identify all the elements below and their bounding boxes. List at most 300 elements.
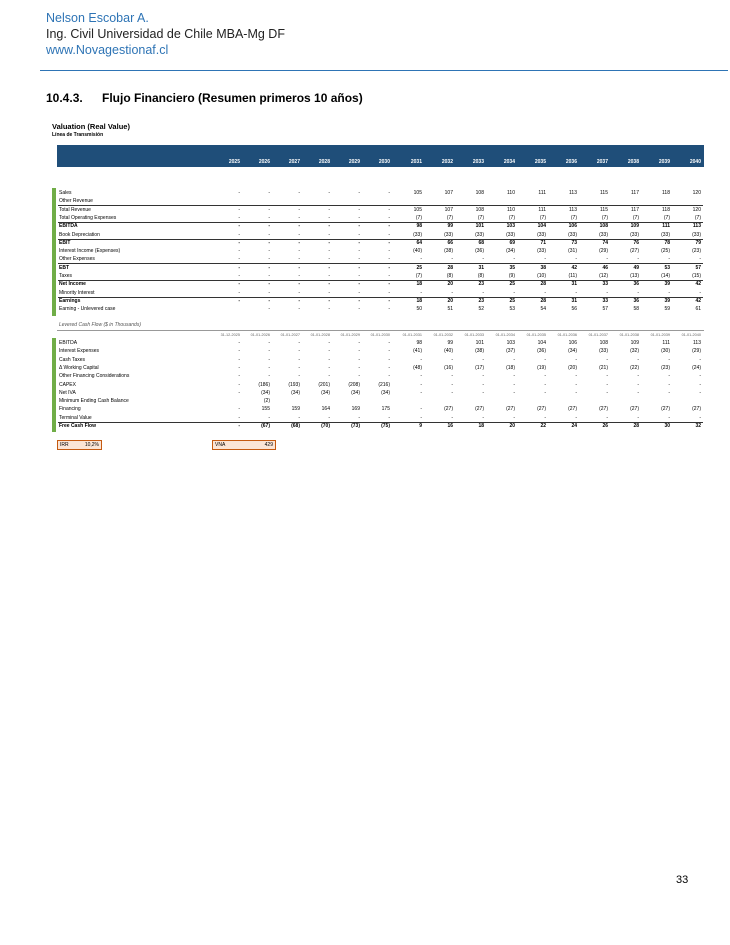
table-cell: - [637, 289, 639, 296]
table-cell: (25) [661, 248, 670, 255]
date-header-cell: 01-01-2033 [464, 333, 484, 337]
date-header-cell: 01-01-2028 [310, 333, 330, 337]
table-cell: - [238, 264, 240, 271]
table-cell: - [328, 414, 330, 421]
table-cell: - [451, 356, 453, 363]
table-cell: 49 [633, 264, 639, 271]
table-cell: 118 [662, 206, 670, 213]
table-cell: - [420, 381, 422, 388]
table-cell: 46 [602, 264, 608, 271]
row-label: Total Revenue [59, 206, 91, 213]
table-cell: (21) [599, 364, 608, 371]
table-cell: - [358, 356, 360, 363]
table-cell: 110 [507, 190, 515, 196]
table-cell: - [699, 373, 701, 380]
table-cell: - [238, 414, 240, 421]
table-row [58, 239, 703, 247]
table-cell: - [544, 381, 546, 388]
table-cell: - [328, 364, 330, 371]
table-cell: - [298, 206, 300, 213]
table-cell: - [513, 256, 515, 263]
row-label: Taxes [59, 273, 73, 279]
table-cell: 42 [695, 297, 701, 304]
table-cell: - [544, 256, 546, 263]
table-cell: - [358, 214, 360, 221]
table-cell: 71 [540, 239, 546, 246]
table-cell: - [298, 256, 300, 263]
table-cell: 76 [633, 239, 639, 246]
table-cell: - [482, 289, 484, 296]
table-cell: - [668, 356, 670, 363]
table-cell: - [451, 414, 453, 421]
table-cell: - [606, 289, 608, 296]
table-cell: 98 [416, 223, 422, 230]
table-cell: - [358, 248, 360, 255]
table-cell: 106 [568, 340, 577, 346]
year-header-cell: 2031 [410, 159, 422, 165]
table-cell: 78 [664, 239, 670, 246]
table-cell: (36) [537, 348, 546, 355]
table-cell: - [238, 190, 240, 196]
table-cell: 39 [664, 297, 670, 304]
table-cell: (10) [537, 273, 546, 279]
table-cell: - [575, 356, 577, 363]
table-cell: - [482, 381, 484, 388]
table-cell: 113 [569, 206, 577, 213]
table-cell: - [328, 256, 330, 263]
table-cell: 73 [571, 239, 577, 246]
table-cell: - [699, 256, 701, 263]
author-website[interactable]: www.Novagestionaf.cl [46, 43, 169, 57]
table-cell: - [606, 414, 608, 421]
table-cell: - [298, 348, 300, 355]
table-cell: - [482, 373, 484, 380]
table-cell: - [482, 389, 484, 396]
table-cell: 42 [695, 281, 701, 288]
table-cell: - [268, 281, 270, 288]
table-cell: - [699, 356, 701, 363]
table-cell: - [575, 389, 577, 396]
table-cell: - [699, 289, 701, 296]
row-label: Other Revenue [59, 198, 93, 205]
table-cell: 53 [509, 306, 515, 313]
page-header [46, 10, 285, 58]
table-cell: 101 [475, 223, 484, 230]
table-cell: - [328, 306, 330, 313]
year-header-cell: 2037 [596, 159, 608, 165]
table-cell: (15) [692, 273, 701, 279]
table-cell: (33) [568, 231, 577, 238]
table-cell: 113 [692, 223, 701, 230]
row-label: Cash Taxes [59, 356, 86, 363]
year-header-cell: 2026 [258, 159, 270, 165]
table-cell: - [388, 306, 390, 313]
table-cell: - [268, 297, 270, 304]
table-cell: - [358, 340, 360, 346]
table-cell: - [513, 389, 515, 396]
table-cell: - [328, 264, 330, 271]
table-cell: 56 [571, 306, 577, 313]
row-label: CAPEX [59, 381, 76, 388]
table-cell: - [699, 414, 701, 421]
row-label: Net IVA [59, 389, 76, 396]
table-cell: - [328, 356, 330, 363]
table-cell: - [451, 256, 453, 263]
table-cell: 107 [444, 190, 453, 196]
year-header-cell: 2030 [378, 159, 390, 165]
table-cell: 111 [538, 206, 546, 213]
table-cell: (2) [263, 398, 270, 405]
table-cell: - [358, 297, 360, 304]
table-cell: - [268, 214, 270, 221]
table-cell: 111 [662, 340, 670, 346]
table-cell: (27) [444, 406, 453, 413]
table-cell: - [544, 414, 546, 421]
table-cell: - [328, 223, 330, 230]
table-row [58, 347, 703, 355]
table-cell: (33) [599, 348, 608, 355]
table-cell: - [238, 281, 240, 288]
table-cell: - [298, 281, 300, 288]
table-cell: (29) [599, 248, 608, 255]
table-cell: (67) [261, 423, 270, 429]
table-cell: - [358, 273, 360, 279]
table-cell: - [268, 248, 270, 255]
table-cell: - [358, 264, 360, 271]
table-cell: - [328, 340, 330, 346]
table-cell: - [482, 256, 484, 263]
date-header-cell: 01-01-2032 [433, 333, 453, 337]
table-row [58, 280, 703, 288]
table-cell: - [388, 256, 390, 263]
table-cell: 53 [664, 264, 670, 271]
table-cell: (36) [475, 248, 484, 255]
year-header-cell: 2027 [288, 159, 300, 165]
table-cell: 28 [633, 423, 639, 429]
table-row [58, 222, 703, 230]
table-cell: 52 [478, 306, 484, 313]
table-cell: - [238, 206, 240, 213]
table-cell: (23) [692, 248, 701, 255]
table-cell: (70) [321, 423, 330, 429]
row-label: Book Depreciation [59, 231, 100, 238]
table-cell: 104 [537, 340, 546, 346]
table-cell: 101 [475, 340, 484, 346]
table-cell: (7) [415, 214, 422, 221]
table-cell: (14) [661, 273, 670, 279]
table-cell: - [388, 239, 390, 246]
table-cell: - [358, 223, 360, 230]
table-cell: - [606, 256, 608, 263]
row-label: Earnings [59, 297, 81, 304]
date-header-cell: 01-01-2036 [557, 333, 577, 337]
table-cell: 164 [321, 406, 330, 413]
table-cell: - [513, 289, 515, 296]
table-row [58, 397, 703, 405]
table-cell: 105 [413, 190, 422, 196]
table-cell: 109 [630, 340, 639, 346]
table-cell: 26 [602, 423, 608, 429]
table-cell: (8) [477, 273, 484, 279]
table-cell: - [358, 239, 360, 246]
table-cell: - [298, 248, 300, 255]
section-heading [46, 91, 363, 105]
table-cell: 98 [416, 340, 422, 346]
table-cell: - [298, 231, 300, 238]
table-cell: 69 [509, 239, 515, 246]
table-cell: 24 [571, 423, 577, 429]
table-cell: (33) [475, 231, 484, 238]
year-header-cell: 2035 [534, 159, 546, 165]
table-cell: (33) [506, 231, 515, 238]
table-cell: - [699, 389, 701, 396]
row-label: Δ Working Capital [59, 364, 99, 371]
table-cell: 103 [506, 223, 515, 230]
table-cell: 9 [419, 423, 422, 429]
table-cell: (201) [318, 381, 330, 388]
levered-accent-bar [52, 338, 56, 432]
table-cell: - [238, 356, 240, 363]
date-header-cell: 01-01-2040 [681, 333, 701, 337]
table-cell: (37) [506, 348, 515, 355]
valuation-subtitle: Línea de Transmisión [52, 132, 104, 138]
row-label: EBITDA [59, 340, 78, 346]
table-cell: - [298, 373, 300, 380]
table-row [58, 297, 703, 305]
table-cell: - [388, 348, 390, 355]
date-header-cell: 01-01-2039 [650, 333, 670, 337]
date-header-cell: 01-01-2026 [250, 333, 270, 337]
table-cell: 99 [447, 340, 453, 346]
year-header-cell: 2033 [472, 159, 484, 165]
table-cell: (33) [413, 231, 422, 238]
table-cell: (34) [351, 389, 360, 396]
section-number: 10.4.3. [46, 91, 83, 105]
table-cell: - [268, 414, 270, 421]
row-label: Minority Interest [59, 289, 95, 296]
table-cell: - [575, 289, 577, 296]
table-cell: - [358, 306, 360, 313]
table-row [58, 339, 703, 347]
table-cell: - [420, 414, 422, 421]
table-cell: 25 [509, 297, 515, 304]
table-cell: 25 [509, 281, 515, 288]
table-cell: (20) [568, 364, 577, 371]
table-cell: - [268, 256, 270, 263]
table-cell: 36 [633, 281, 639, 288]
table-cell: (33) [599, 231, 608, 238]
table-cell: 108 [475, 206, 484, 213]
table-cell: (33) [661, 231, 670, 238]
table-cell: - [420, 373, 422, 380]
table-cell: 103 [506, 340, 515, 346]
table-cell: - [328, 297, 330, 304]
table-cell: 39 [664, 281, 670, 288]
table-cell: - [637, 381, 639, 388]
table-cell: (27) [537, 406, 546, 413]
table-cell: - [238, 248, 240, 255]
table-cell: 108 [599, 223, 608, 230]
year-header-cell: 2028 [318, 159, 330, 165]
row-label: EBT [59, 264, 69, 271]
year-header-cell: 2032 [441, 159, 453, 165]
table-cell: - [238, 364, 240, 371]
table-cell: 159 [291, 406, 300, 413]
table-cell: 18 [416, 297, 422, 304]
table-cell: 36 [633, 297, 639, 304]
table-cell: - [328, 281, 330, 288]
table-cell: 42 [571, 264, 577, 271]
table-cell: (34) [291, 389, 300, 396]
irr-label: IRR [60, 442, 69, 448]
table-cell: (17) [475, 364, 484, 371]
table-cell: 54 [540, 306, 546, 313]
table-cell: 117 [631, 190, 639, 196]
table-cell: - [358, 373, 360, 380]
table-cell: - [606, 373, 608, 380]
table-cell: - [268, 231, 270, 238]
table-cell: - [238, 381, 240, 388]
table-cell: - [668, 373, 670, 380]
table-cell: 175 [381, 406, 390, 413]
table-cell: 99 [447, 223, 453, 230]
row-label: Earning - Unlevered case [59, 306, 116, 313]
table-cell: 16 [447, 423, 453, 429]
table-cell: 64 [416, 239, 422, 246]
table-cell: - [388, 356, 390, 363]
table-cell: - [513, 381, 515, 388]
table-cell: (27) [661, 406, 670, 413]
table-cell: 58 [633, 306, 639, 313]
table-cell: - [388, 297, 390, 304]
table-cell: - [298, 356, 300, 363]
table-cell: - [238, 406, 240, 413]
table-cell: 33 [602, 281, 608, 288]
table-cell: - [420, 389, 422, 396]
year-header-cell: 2034 [503, 159, 515, 165]
year-header-cell: 2029 [348, 159, 360, 165]
table-row [58, 364, 703, 372]
table-row [58, 247, 703, 255]
section-title: Flujo Financiero (Resumen primeros 10 años) [102, 91, 363, 105]
table-cell: - [668, 414, 670, 421]
table-cell: 155 [261, 406, 270, 413]
table-cell: (193) [288, 381, 300, 388]
table-cell: - [388, 364, 390, 371]
table-cell: 118 [662, 190, 670, 196]
table-cell: - [482, 356, 484, 363]
table-cell: (23) [661, 364, 670, 371]
row-label: Other Expenses [59, 256, 95, 263]
table-cell: - [328, 214, 330, 221]
table-cell: (208) [348, 381, 360, 388]
table-cell: - [544, 389, 546, 396]
table-cell: - [420, 256, 422, 263]
table-cell: (30) [661, 348, 670, 355]
date-header-cell: 01-01-2038 [619, 333, 639, 337]
table-cell: (7) [663, 214, 670, 221]
table-cell: - [420, 289, 422, 296]
table-cell: 57 [602, 306, 608, 313]
table-cell: (27) [630, 248, 639, 255]
table-cell: - [388, 264, 390, 271]
table-cell: 28 [540, 297, 546, 304]
header-divider [40, 70, 728, 71]
table-cell: - [268, 239, 270, 246]
table-cell: - [268, 289, 270, 296]
table-row [58, 206, 703, 214]
table-cell: (7) [570, 214, 577, 221]
table-cell: 113 [569, 190, 577, 196]
table-cell: (34) [261, 389, 270, 396]
table-cell: - [575, 381, 577, 388]
table-cell: - [238, 348, 240, 355]
table-cell: (186) [258, 381, 270, 388]
table-cell: - [606, 356, 608, 363]
table-cell: - [298, 289, 300, 296]
table-cell: - [388, 231, 390, 238]
vna-box [212, 440, 276, 450]
table-cell: - [268, 223, 270, 230]
table-cell: - [358, 414, 360, 421]
table-cell: - [358, 281, 360, 288]
year-header-cell: 2025 [228, 159, 240, 165]
table-cell: - [482, 414, 484, 421]
date-header-cell: 01-01-2035 [526, 333, 546, 337]
row-label: EBIT [59, 239, 71, 246]
table-cell: 117 [631, 206, 639, 213]
table-cell: - [268, 373, 270, 380]
table-cell: 20 [447, 281, 453, 288]
table-cell: (16) [444, 364, 453, 371]
date-header-cell: 01-01-2037 [588, 333, 608, 337]
year-header-cell: 2038 [627, 159, 639, 165]
table-cell: - [388, 281, 390, 288]
table-cell: - [298, 306, 300, 313]
table-cell: 120 [692, 190, 701, 196]
table-cell: - [668, 389, 670, 396]
row-label: Minimum Ending Cash Balance [59, 398, 129, 405]
table-cell: - [699, 381, 701, 388]
table-cell: - [298, 223, 300, 230]
table-cell: - [298, 364, 300, 371]
table-cell: - [358, 190, 360, 196]
author-degree: Ing. Civil Universidad de Chile MBA-Mg DF [46, 27, 285, 41]
table-cell: - [298, 264, 300, 271]
table-cell: 108 [599, 340, 608, 346]
table-cell: - [238, 389, 240, 396]
row-label: Interest Expenses [59, 348, 100, 355]
table-cell: - [513, 356, 515, 363]
table-cell: (33) [444, 231, 453, 238]
table-cell: - [268, 273, 270, 279]
table-cell: - [238, 273, 240, 279]
table-cell: 33 [602, 297, 608, 304]
table-cell: - [238, 214, 240, 221]
levered-cashflow-title: Levered Cash Flow ($ in Thousands) [59, 322, 141, 328]
row-label: Interest Income (Expenses) [59, 248, 121, 255]
table-cell: (34) [381, 389, 390, 396]
table-cell: (27) [599, 406, 608, 413]
table-cell: - [298, 414, 300, 421]
table-cell: (34) [321, 389, 330, 396]
table-cell: - [238, 340, 240, 346]
table-cell: 31 [571, 297, 577, 304]
table-cell: - [388, 190, 390, 196]
table-cell: - [544, 373, 546, 380]
table-cell: (48) [413, 364, 422, 371]
table-cell: - [388, 248, 390, 255]
